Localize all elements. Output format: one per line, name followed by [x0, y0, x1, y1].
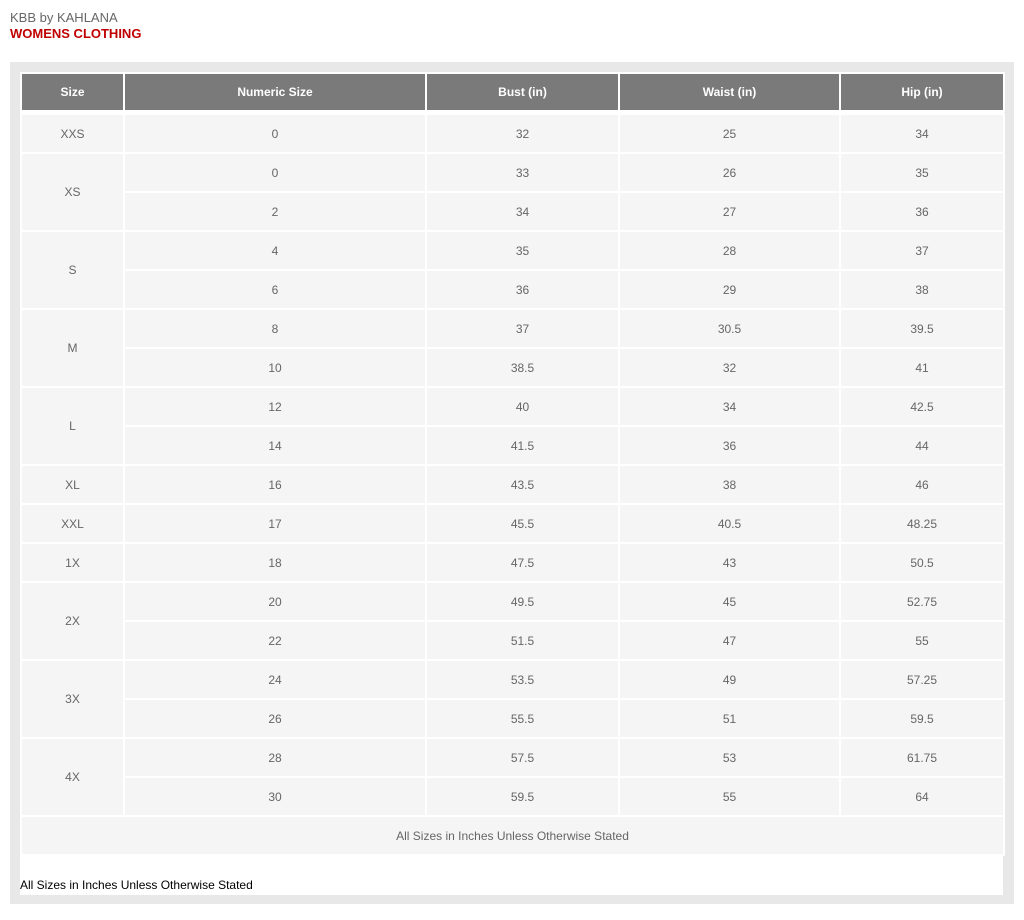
table-row	[21, 387, 1004, 426]
numeric-size-cell: 28	[124, 738, 426, 777]
waist-cell: 49	[619, 660, 840, 699]
waist-cell: 53	[619, 738, 840, 777]
waist-cell: 29	[619, 270, 840, 309]
waist-cell: 38	[619, 465, 840, 504]
size-label: XL	[21, 465, 124, 504]
table-row	[21, 621, 1004, 660]
size-chart-body	[21, 114, 1004, 816]
numeric-size-cell: 14	[124, 426, 426, 465]
header-waist: Waist (in)	[619, 73, 840, 111]
hip-cell: 38	[840, 270, 1004, 309]
table-note: All Sizes in Inches Unless Otherwise Stated	[21, 816, 1004, 855]
hip-cell: 44	[840, 426, 1004, 465]
size-label: XXS	[21, 114, 124, 153]
waist-cell: 47	[619, 621, 840, 660]
numeric-size-cell: 26	[124, 699, 426, 738]
waist-cell: 51	[619, 699, 840, 738]
numeric-size-cell: 0	[124, 153, 426, 192]
size-chart-frame	[10, 62, 1014, 904]
hip-cell: 52.75	[840, 582, 1004, 621]
bust-cell: 41.5	[426, 426, 619, 465]
numeric-size-cell: 6	[124, 270, 426, 309]
table-row	[21, 582, 1004, 621]
bottom-note: All Sizes in Inches Unless Otherwise Stated	[20, 878, 253, 892]
table-row	[21, 504, 1004, 543]
header-numeric-size: Numeric Size	[124, 73, 426, 111]
waist-cell: 26	[619, 153, 840, 192]
brand-name: KBB by KAHLANA	[10, 10, 118, 25]
header-size: Size	[21, 73, 124, 111]
numeric-size-cell: 12	[124, 387, 426, 426]
hip-cell: 64	[840, 777, 1004, 816]
table-row	[21, 738, 1004, 777]
numeric-size-cell: 17	[124, 504, 426, 543]
hip-cell: 59.5	[840, 699, 1004, 738]
bust-cell: 47.5	[426, 543, 619, 582]
table-row	[21, 270, 1004, 309]
waist-cell: 43	[619, 543, 840, 582]
bust-cell: 45.5	[426, 504, 619, 543]
numeric-size-cell: 4	[124, 231, 426, 270]
header-hip: Hip (in)	[840, 73, 1004, 111]
waist-cell: 25	[619, 114, 840, 153]
table-note-row	[21, 816, 1004, 855]
hip-cell: 39.5	[840, 309, 1004, 348]
bust-cell: 59.5	[426, 777, 619, 816]
size-chart-sheet	[20, 72, 1003, 895]
hip-cell: 34	[840, 114, 1004, 153]
header-bust: Bust (in)	[426, 73, 619, 111]
hip-cell: 57.25	[840, 660, 1004, 699]
numeric-size-cell: 10	[124, 348, 426, 387]
bust-cell: 35	[426, 231, 619, 270]
bust-cell: 34	[426, 192, 619, 231]
hip-cell: 50.5	[840, 543, 1004, 582]
numeric-size-cell: 24	[124, 660, 426, 699]
waist-cell: 27	[619, 192, 840, 231]
bust-cell: 43.5	[426, 465, 619, 504]
size-label: XS	[21, 153, 124, 231]
waist-cell: 32	[619, 348, 840, 387]
bust-cell: 38.5	[426, 348, 619, 387]
waist-cell: 40.5	[619, 504, 840, 543]
size-chart-table	[20, 72, 1005, 856]
bust-cell: 33	[426, 153, 619, 192]
waist-cell: 55	[619, 777, 840, 816]
size-label: XXL	[21, 504, 124, 543]
waist-cell: 34	[619, 387, 840, 426]
size-label: 3X	[21, 660, 124, 738]
numeric-size-cell: 8	[124, 309, 426, 348]
hip-cell: 48.25	[840, 504, 1004, 543]
bust-cell: 37	[426, 309, 619, 348]
numeric-size-cell: 18	[124, 543, 426, 582]
hip-cell: 35	[840, 153, 1004, 192]
category-title: WOMENS CLOTHING	[10, 26, 142, 41]
hip-cell: 46	[840, 465, 1004, 504]
bust-cell: 40	[426, 387, 619, 426]
hip-cell: 61.75	[840, 738, 1004, 777]
table-row	[21, 309, 1004, 348]
table-row	[21, 660, 1004, 699]
size-label: S	[21, 231, 124, 309]
numeric-size-cell: 20	[124, 582, 426, 621]
size-label: M	[21, 309, 124, 387]
table-row	[21, 348, 1004, 387]
bust-cell: 55.5	[426, 699, 619, 738]
header-row	[21, 73, 1004, 111]
table-row	[21, 153, 1004, 192]
hip-cell: 36	[840, 192, 1004, 231]
table-row	[21, 231, 1004, 270]
table-row	[21, 777, 1004, 816]
waist-cell: 45	[619, 582, 840, 621]
numeric-size-cell: 2	[124, 192, 426, 231]
table-row	[21, 543, 1004, 582]
table-row	[21, 192, 1004, 231]
table-row	[21, 699, 1004, 738]
size-label: 4X	[21, 738, 124, 816]
bust-cell: 49.5	[426, 582, 619, 621]
hip-cell: 42.5	[840, 387, 1004, 426]
hip-cell: 37	[840, 231, 1004, 270]
hip-cell: 41	[840, 348, 1004, 387]
numeric-size-cell: 0	[124, 114, 426, 153]
waist-cell: 28	[619, 231, 840, 270]
bust-cell: 36	[426, 270, 619, 309]
table-row	[21, 465, 1004, 504]
numeric-size-cell: 16	[124, 465, 426, 504]
size-label: 1X	[21, 543, 124, 582]
bust-cell: 57.5	[426, 738, 619, 777]
bust-cell: 51.5	[426, 621, 619, 660]
size-label: L	[21, 387, 124, 465]
bust-cell: 53.5	[426, 660, 619, 699]
table-row	[21, 426, 1004, 465]
waist-cell: 30.5	[619, 309, 840, 348]
waist-cell: 36	[619, 426, 840, 465]
hip-cell: 55	[840, 621, 1004, 660]
table-row	[21, 114, 1004, 153]
numeric-size-cell: 30	[124, 777, 426, 816]
bust-cell: 32	[426, 114, 619, 153]
numeric-size-cell: 22	[124, 621, 426, 660]
size-label: 2X	[21, 582, 124, 660]
